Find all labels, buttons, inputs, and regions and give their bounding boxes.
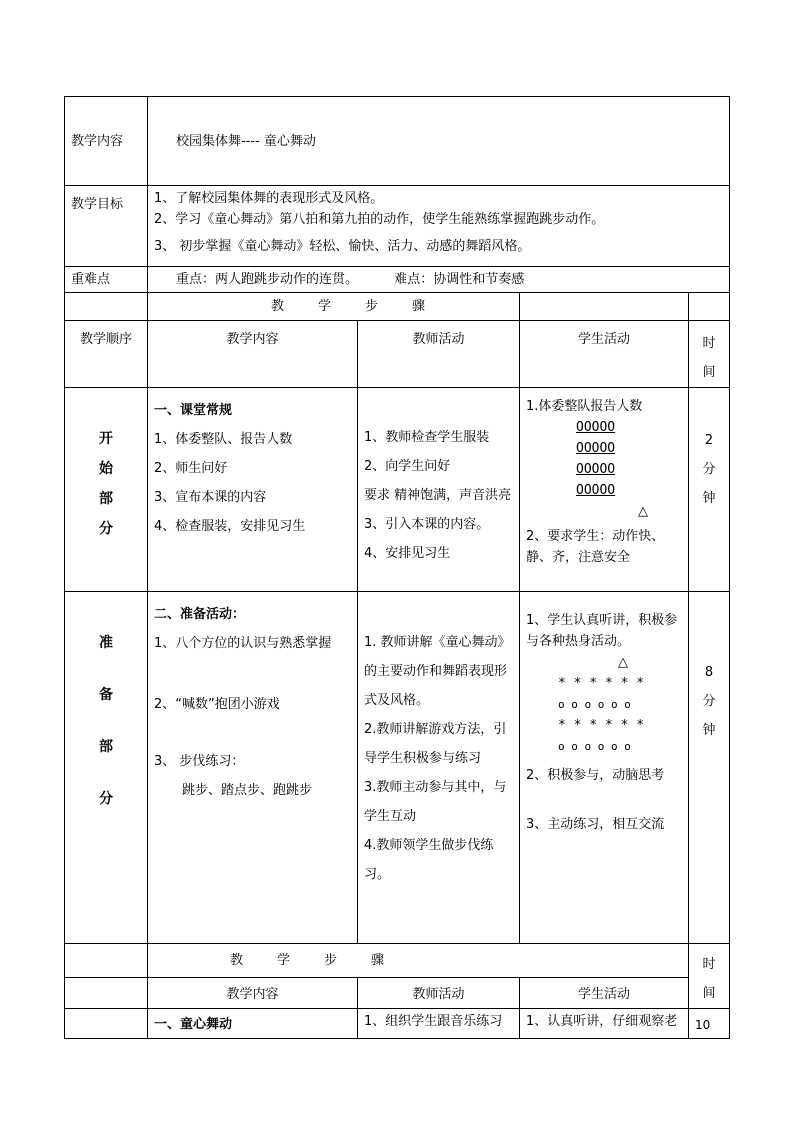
goal-item: 3、 初步掌握《童心舞动》轻松、愉快、活力、动感的舞蹈风格。: [154, 239, 531, 254]
start-student-intro: 1.体委整队报告人数: [526, 399, 643, 414]
steps-title-2: 教 学 步 骤: [148, 944, 689, 978]
start-content-item: 4、检查服装，安排见习生: [154, 519, 306, 534]
goal-row: [65, 186, 730, 267]
start-student: [520, 388, 689, 592]
content-row: [65, 97, 730, 186]
start-teacher-item: 2、向学生问好: [364, 459, 451, 474]
lesson-plan-table: [64, 96, 730, 1039]
start-content-heading: 一、课堂常规: [154, 403, 233, 418]
start-teacher-item: 要求 精神饱满，声音洪亮: [364, 488, 512, 503]
prep-teacher: [358, 592, 520, 944]
teacher-triangle-icon: △: [618, 655, 628, 670]
prep-content: [148, 592, 358, 944]
header-content: 教学内容: [148, 321, 358, 388]
goal-item: 1、了解校园集体舞的表现形式及风格。: [154, 191, 384, 206]
prep-student: [520, 592, 689, 944]
steps-title-row: [65, 293, 730, 321]
prep-student-item: 2、积极参与，动脑思考: [526, 768, 665, 783]
part3-teacher: 1、组织学生跟音乐练习: [358, 1009, 520, 1039]
steps-title: 教 学 步 骤: [148, 293, 520, 321]
start-teacher-item: 3、引入本课的内容。: [364, 517, 490, 532]
prep-content-item: 跳步、踏点步、跑跳步: [182, 783, 313, 798]
start-section-row: [65, 388, 730, 592]
start-teacher: [358, 388, 520, 592]
header-teacher-2: 教师活动: [358, 978, 520, 1009]
part3-content: 一、童心舞动: [148, 1009, 358, 1039]
prep-teacher-item: 3.教师主动参与其中，与学生互动: [364, 780, 507, 824]
header-order: 教学顺序: [65, 321, 148, 388]
start-content-item: 2、师生问好: [154, 461, 228, 476]
prep-teacher-item: 2.教师讲解游戏方法，引导学生积极参与练习: [364, 722, 507, 766]
prep-student-item: 1、学生认真听讲，积极参与各种热身活动。: [526, 613, 678, 649]
prep-formation: * * * * * * o o o o o o * * * * * * o o o o o o: [558, 676, 645, 753]
prep-teacher-item: 4.教师领学生做步伐练习。: [364, 838, 494, 882]
header-content-2: 教学内容: [148, 978, 358, 1009]
start-content: [148, 388, 358, 592]
part3-time: 10: [689, 1009, 730, 1039]
prep-section-label: 准 备 部 分: [65, 592, 148, 944]
prep-teacher-item: 1. 教师讲解《童心舞动》的主要动作和舞蹈表现形式及风格。: [364, 635, 511, 708]
prep-student-item: 3、主动练习，相互交流: [526, 817, 665, 832]
start-formation: OOOOO OOOOO OOOOO OOOOO △: [526, 417, 682, 522]
start-content-item: 3、宣布本课的内容: [154, 490, 267, 505]
goal-item: 2、学习《童心舞动》第八拍和第九拍的动作，使学生能熟练掌握跑跳步动作。: [154, 212, 605, 227]
start-time: 2 分 钟: [689, 388, 730, 592]
key-label: 重难点: [65, 267, 148, 293]
header-row: [65, 321, 730, 388]
content-label: 教学内容: [65, 97, 148, 186]
prep-time: 8 分 钟: [689, 592, 730, 944]
header-time: 时 间: [689, 321, 730, 388]
start-student-req: 2、要求学生：动作快、静、齐，注意安全: [526, 529, 665, 565]
key-value: [148, 267, 730, 293]
difficult-point: 难点：协调性和节奏感: [394, 272, 525, 287]
prep-section-row: [65, 592, 730, 944]
teacher-triangle-icon: △: [638, 504, 648, 519]
time-label-2: 时 间: [689, 944, 730, 1009]
start-teacher-item: 4、安排见习生: [364, 546, 451, 561]
prep-content-item: 1、八个方位的认识与熟悉掌握: [154, 636, 332, 651]
header-teacher: 教师活动: [358, 321, 520, 388]
header-row-2: [65, 978, 730, 1009]
start-section-label: 开 始 部 分: [65, 388, 148, 592]
start-teacher-item: 1、教师检查学生服装: [364, 430, 490, 445]
prep-content-item: 3、 步伐练习：: [154, 754, 245, 769]
goal-label: 教学目标: [65, 186, 148, 267]
key-row: [65, 267, 730, 293]
header-student: 学生活动: [520, 321, 689, 388]
part3-student: 1、认真听讲，仔细观察老: [520, 1009, 689, 1039]
prep-content-heading: 二、准备活动：: [154, 607, 246, 622]
part3-row: [65, 1009, 730, 1039]
goal-list: [148, 186, 730, 267]
header-student-2: 学生活动: [520, 978, 689, 1009]
key-point: 重点：两人跑跳步动作的连贯。: [176, 272, 359, 287]
steps-title-row-2: [65, 944, 730, 978]
start-content-item: 1、体委整队、报告人数: [154, 432, 293, 447]
content-value: 校园集体舞---- 童心舞动: [148, 97, 730, 186]
prep-content-item: 2、“喊数”抱团小游戏: [154, 697, 280, 712]
